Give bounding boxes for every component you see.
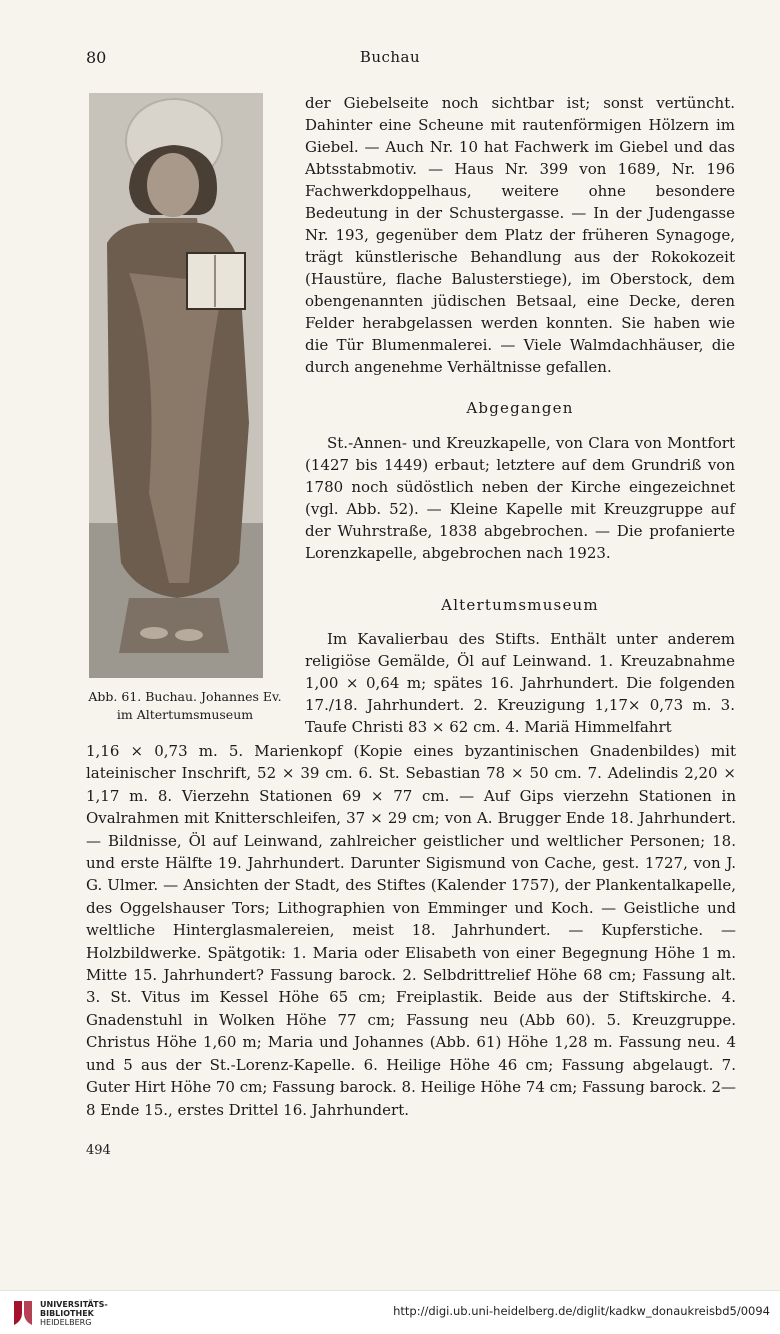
- library-logo[interactable]: [10, 1297, 130, 1329]
- library-footer-bar: [0, 1290, 780, 1334]
- permalink-url[interactable]: http://digi.ub.uni-heidelberg.de/diglit/kadkw_donaukreisbd5/0094: [393, 1304, 770, 1318]
- library-name-line-2: BIBLIOTHEK: [40, 1309, 94, 1318]
- abgegangen-text: St.-Annen- und Kreuzkapelle, von Clara von Montfort (1427 bis 1449) erbaut; letztere auf dem Grundriß von 1780 noch südöstlich neben der Kirche eingezeichnet (vgl. Abb. 52). — Kleine Kapelle mit Kreuzgruppe auf der Wuhrstraße, 1838 abgebrochen. — Die profanierte Lorenzkapelle, abgebrochen nach 1923.: [305, 434, 735, 562]
- library-name: [40, 1300, 108, 1327]
- sheet-number: 494: [86, 1143, 111, 1158]
- museum-wide-text: 1,16 × 0,73 m. 5. Marienkopf (Kopie eines byzantinischen Gnadenbildes) mit lateinischer Inschrift, 52 × 39 cm. 6. St. Sebastian 78 × 50 cm. 7. Adelindis 2,20 × 1,17 m. 8. Vierzehn Stationen 69 × 77 cm. — Auf Gips vierzehn Stationen in Ovalrahmen mit Knitterschleifen, 37 × 29 cm; von A. Brugger Ende 18. Jahrhundert. — Bildnisse, Öl auf Leinwand, zahlreicher geistlicher und weltlicher Personen; 18. und erste Hälfte 19. Jahrhundert. Darunter Sigismund von Cache, gest. 1727, von J. G. Ulmer. — Ansichten der Stadt, des Stiftes (Kalender 1757), der Plankentalkapelle, des Oggelshauser Tors; Lithographien von Emminger und Koch. — Geistliche und weltliche Hinterglasmalereien, meist 18. Jahrhundert. — Kupferstiche. — Holzbildwerke. Spätgotik: 1. Maria oder Elisabeth von einer Begegnung Höhe 1 m. Mitte 15. Jahrhundert? Fassung barock. 2. Selbdrittrelief Höhe 68 cm; Fassung alt. 3. St. Vitus im Kessel Höhe 65 cm; Freiplastik. Beide aus der Stiftskirche. 4. Gnadenstuhl in Wolken Höhe 77 cm; Fassung neu (Abb 60). 5. Kreuzgruppe. Christus Höhe 1,60 m; Maria und Johannes (Abb. 61) Höhe 1,28 m. Fassung neu. 4 und 5 aus der St.-Lorenz-Kapelle. 6. Heilige Höhe 46 cm; Fassung abgelaugt. 7. Guter Hirt Höhe 70 cm; Fassung barock. 8. Heilige Höhe 74 cm; Fassung barock. 2—8 Ende 15., erstes Drittel 16. Jahrhundert.: [86, 742, 736, 1119]
- museum-column-paragraph: [305, 628, 735, 738]
- section-heading-museum: Altertumsmuseum: [441, 596, 599, 614]
- abgegangen-paragraph: [305, 432, 735, 564]
- intro-paragraph: [305, 92, 735, 378]
- museum-wide-paragraph: [86, 740, 736, 1121]
- intro-text: der Giebelseite noch sichtbar ist; sonst vertüncht. Dahinter eine Scheune mit rautenförmigen Hölzern im Giebel. — Auch Nr. 10 hat Fachwerk im Giebel und das Abtsstabmotiv. — Haus Nr. 399 von 1689, Nr. 196 Fachwerkdoppelhaus, weitere ohne besondere Bedeutung in der Schustergasse. — In der Judengasse Nr. 193, gegenüber dem Platz der früheren Synagoge, trägt künstlerische Behandlung aus der Rokokozeit (Haustüre, flache Balusterstiege), im Oberstock, dem obengenannten jüdischen Betsaal, eine Decke, deren Felder herabgelassen werden konnten. Sie haben wie die Tür Blumenmalerei. — Viele Walmdachhäuser, die durch angenehme Verhältnisse gefallen.: [305, 94, 735, 376]
- section-heading-abgegangen: Abgegangen: [466, 399, 574, 417]
- caption-line-1: Abb. 61. Buchau. Johannes Ev.: [88, 689, 282, 704]
- statue-illustration: [89, 93, 263, 678]
- running-title: Buchau: [359, 48, 421, 66]
- caption-line-2: im Altertumsmuseum: [116, 707, 254, 722]
- figure-caption: [78, 688, 292, 724]
- library-name-line-1: UNIVERSITÄTS-: [40, 1300, 108, 1309]
- library-seal-icon: [10, 1299, 36, 1327]
- museum-column-text: Im Kavalierbau des Stifts. Enthält unter anderem religiöse Gemälde, Öl auf Leinwand. 1. Kreuzabnahme 1,00 × 0,64 m; spätes 16. Jahrhundert. Die folgenden 17./18. Jahrhundert. 2. Kreuzigung 1,17× 0,73 m. 3. Taufe Christi 83 × 62 cm. 4. Mariä Himmelfahrt: [305, 630, 735, 736]
- page-number: 80: [86, 48, 107, 67]
- library-name-line-3: HEIDELBERG: [40, 1318, 92, 1327]
- statue-photo: [89, 93, 263, 678]
